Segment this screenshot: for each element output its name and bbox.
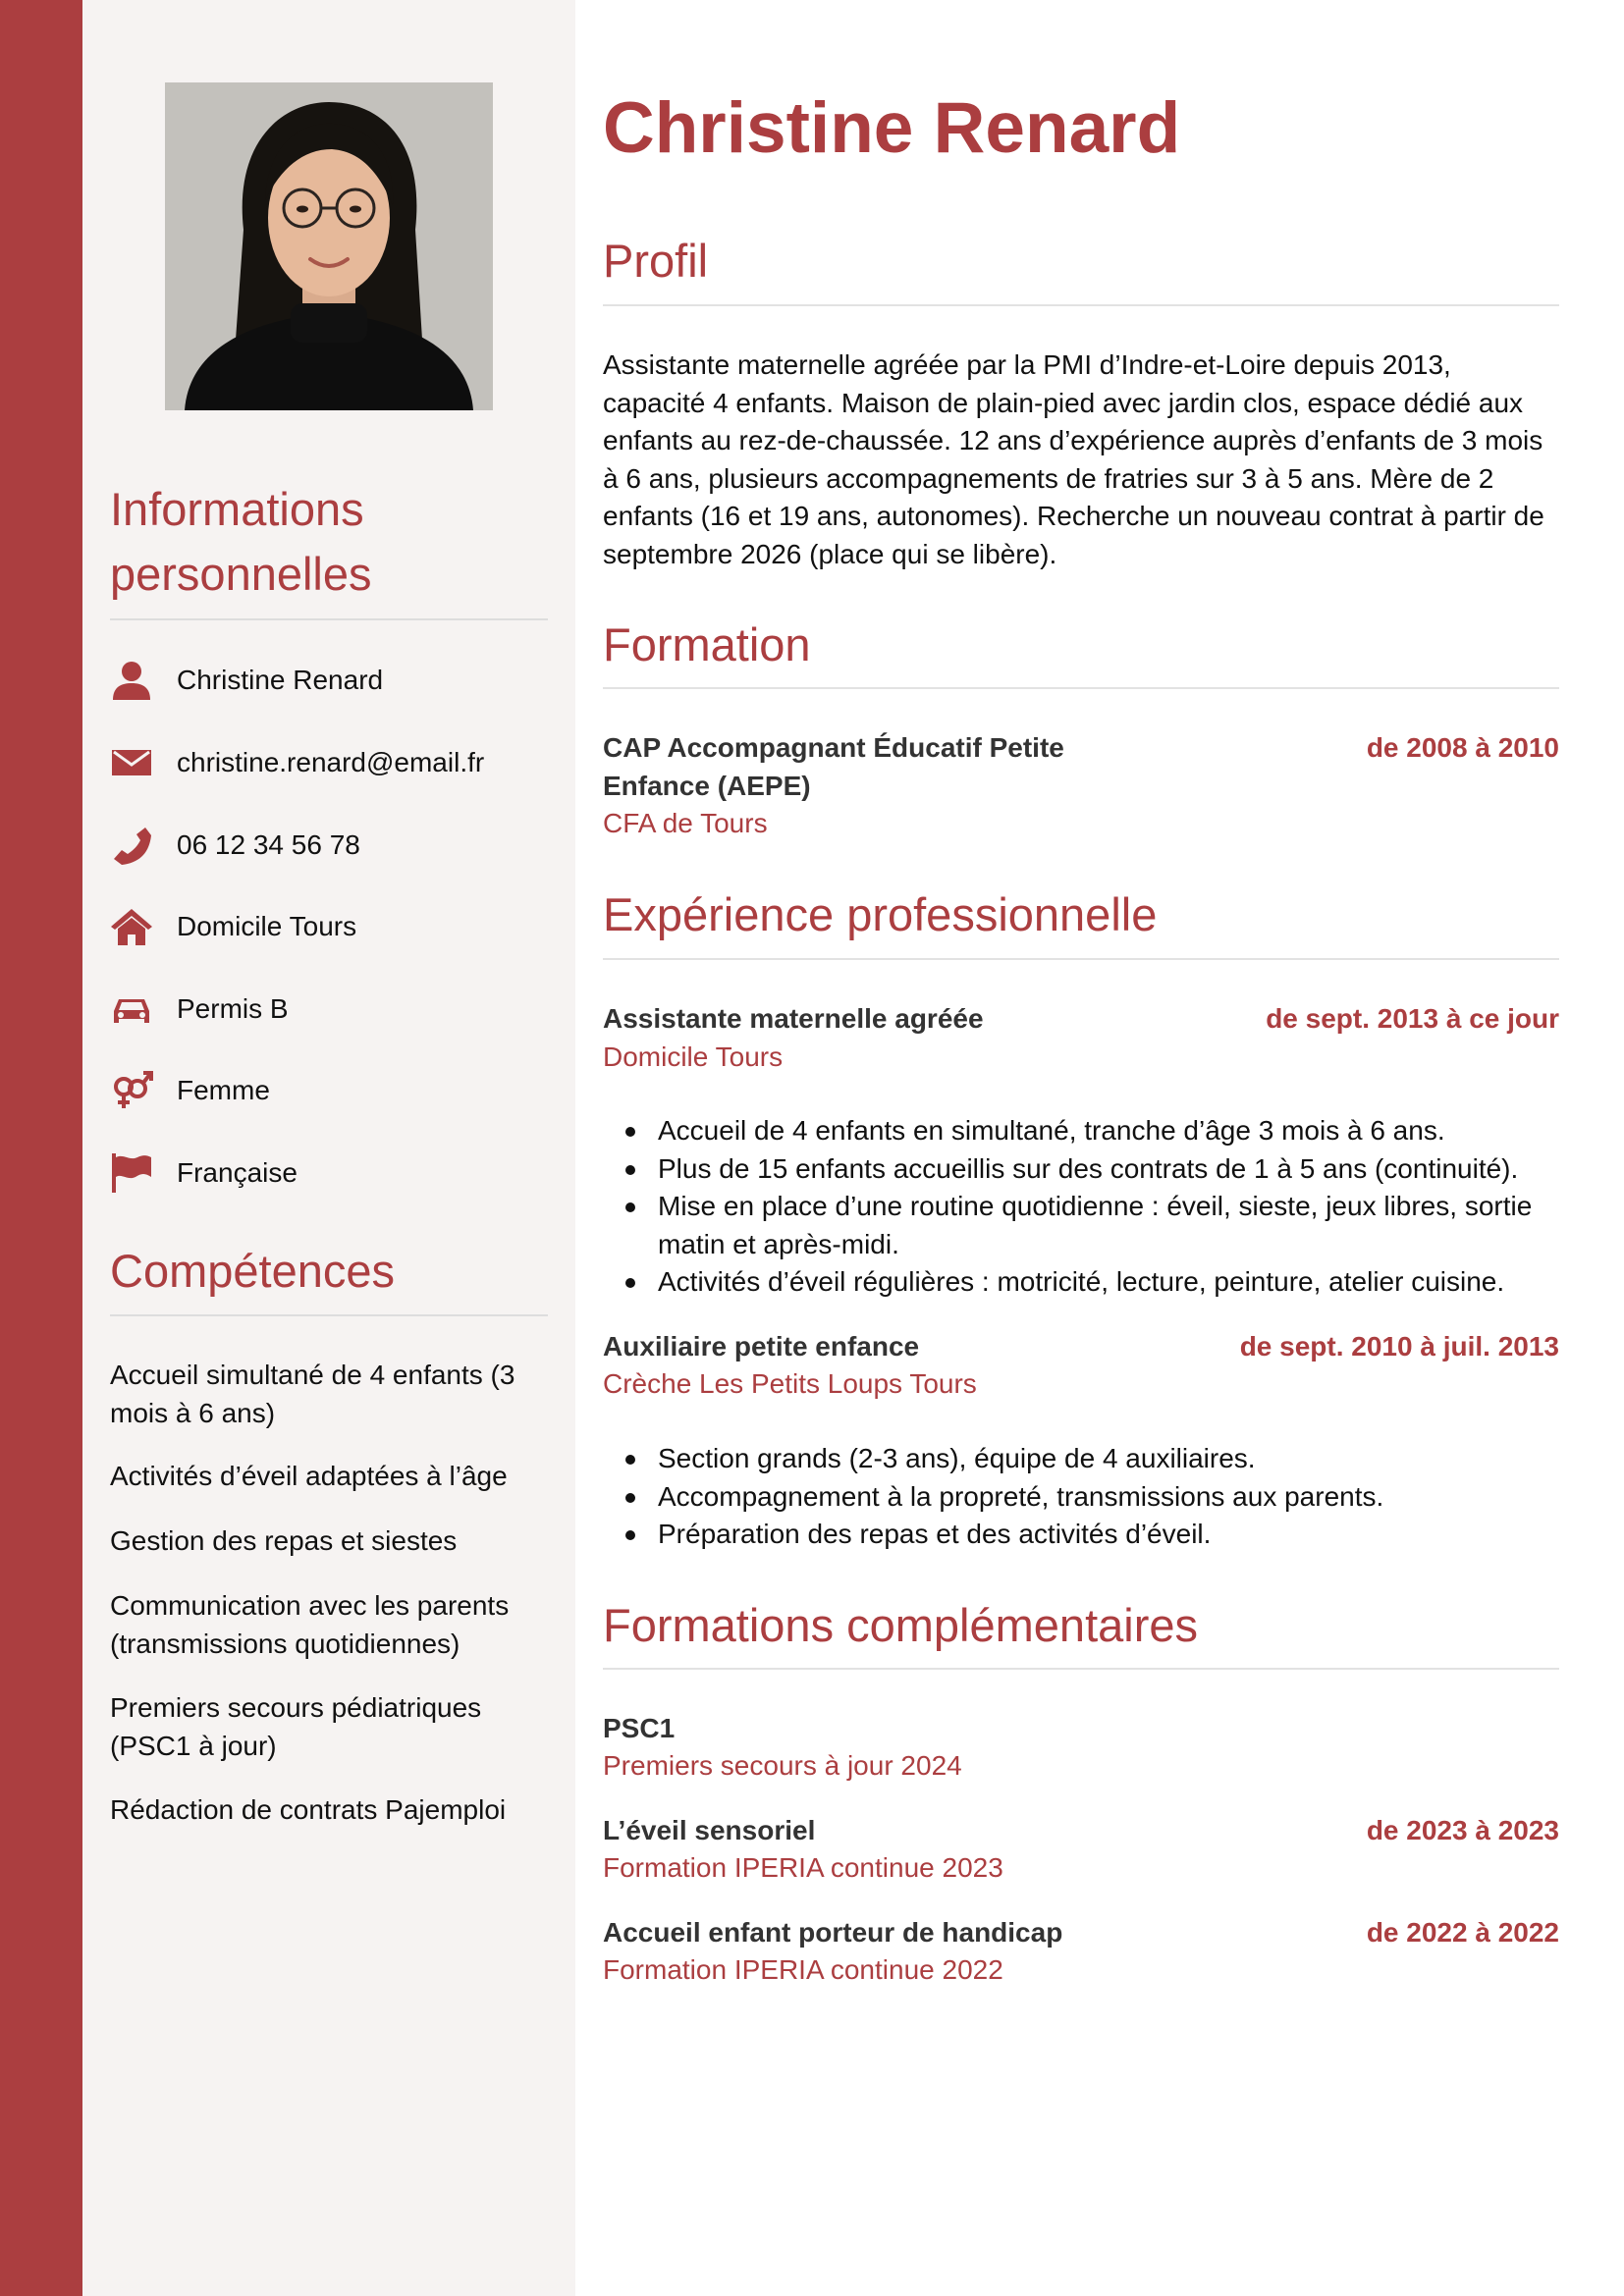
training-entry-date: de 2023 à 2023 (1366, 1815, 1559, 1845)
info-phone-text[interactable]: 06 12 34 56 78 (177, 829, 360, 860)
experience-bullets (603, 1112, 1559, 1302)
education-entry-place: CFA de Tours (603, 808, 768, 838)
info-gender-text: Femme (177, 1075, 270, 1105)
info-address (110, 903, 548, 950)
skill-item: Rédaction de contrats Pajemploi (110, 1794, 507, 1825)
accent-bar (0, 0, 82, 2296)
divider (603, 304, 1559, 306)
envelope-icon (110, 741, 155, 784)
user-icon (110, 659, 155, 702)
info-license (110, 986, 548, 1033)
bullet-item: Accompagnement à la propreté, transmissions aux parents. (603, 1478, 1559, 1517)
skill-item: Accueil simultané de 4 enfants (3 mois à 6 ans) (110, 1360, 515, 1428)
training-entry-title: L’éveil sensoriel (603, 1815, 816, 1845)
experience-title: Expérience professionnelle (603, 888, 1158, 940)
flag-icon (110, 1151, 155, 1195)
experience-entry-place: Domicile Tours (603, 1041, 784, 1072)
training-entry-title: Accueil enfant porteur de handicap (603, 1917, 1063, 1948)
training-entry-place: Formation IPERIA continue 2022 (603, 1954, 1003, 1985)
info-email-text[interactable]: christine.renard@email.fr (177, 747, 485, 777)
phone-icon (110, 824, 155, 867)
skill-item: Premiers secours pédiatriques (PSC1 à jour) (110, 1692, 482, 1761)
skill-item: Activités d’éveil adaptées à l’âge (110, 1461, 508, 1491)
bullet-item: Préparation des repas et des activités d’éveil. (603, 1516, 1559, 1554)
info-email (110, 739, 548, 786)
bullet-item: Activités d’éveil régulières : motricité, lecture, peinture, atelier cuisine. (603, 1263, 1559, 1302)
gender-icon (110, 1069, 155, 1112)
info-name (110, 657, 548, 704)
training-entry-place: Premiers secours à jour 2024 (603, 1750, 962, 1781)
info-license-text: Permis B (177, 993, 289, 1024)
bullet-item: Section grands (2-3 ans), équipe de 4 auxiliaires. (603, 1440, 1559, 1478)
skill-item: Communication avec les parents (transmissions quotidiennes) (110, 1590, 510, 1659)
experience-entry-title: Auxiliaire petite enfance (603, 1331, 920, 1362)
bullet-item: Accueil de 4 enfants en simultané, tranche d’âge 3 mois à 6 ans. (603, 1112, 1559, 1150)
bullet-item: Plus de 15 enfants accueillis sur des contrats de 1 à 5 ans (continuité). (603, 1150, 1559, 1189)
experience-entry-date: de sept. 2010 à juil. 2013 (1239, 1331, 1559, 1362)
experience-bullets (603, 1440, 1559, 1554)
divider (603, 687, 1559, 689)
skills-title: Compétences (110, 1245, 395, 1297)
divider (110, 1314, 548, 1316)
profile-photo (165, 82, 493, 410)
divider (603, 1668, 1559, 1670)
experience-entry-place: Crèche Les Petits Loups Tours (603, 1368, 977, 1399)
candidate-name: Christine Renard (603, 88, 1181, 168)
bullet-item: Mise en place d’une routine quotidienne : éveil, sieste, jeux libres, sortie matin et après-midi. (603, 1188, 1559, 1263)
divider (603, 958, 1559, 960)
personal-info-title: Informations personnelles (110, 483, 372, 600)
experience-entry-title: Assistante maternelle agréée (603, 1003, 984, 1034)
training-entry-place: Formation IPERIA continue 2023 (603, 1852, 1003, 1883)
skill-item: Gestion des repas et siestes (110, 1525, 458, 1556)
profile-title: Profil (603, 235, 709, 287)
info-nationality-text: Française (177, 1157, 298, 1188)
additional-training-title: Formations complémentaires (603, 1599, 1198, 1651)
training-entry-title: PSC1 (603, 1713, 676, 1743)
info-phone (110, 822, 548, 869)
info-gender (110, 1067, 548, 1114)
car-icon (110, 988, 155, 1031)
experience-entry-date: de sept. 2013 à ce jour (1266, 1003, 1559, 1034)
info-name-text: Christine Renard (177, 665, 384, 695)
home-icon (110, 905, 155, 948)
education-title: Formation (603, 618, 811, 670)
training-entry-date: de 2022 à 2022 (1366, 1917, 1559, 1948)
info-nationality (110, 1149, 548, 1197)
education-entry-title: CAP Accompagnant Éducatif Petite Enfance (AEPE) (603, 732, 1064, 801)
profile-text: Assistante maternelle agréée par la PMI d’Indre-et-Loire depuis 2013, capacité 4 enfants. Maison de plain-pied avec jardin clos, espace dédié aux enfants au rez-de-chaussée. 12 ans d’expérience auprès d’enfants de 3 mois à 6 ans, plusieurs accompagnements de fratries sur 3 à 5 ans. Mère de 2 enfants (16 et 19 ans, autonomes). Recherche un nouveau contrat à partir de septembre 2026 (place qui se libère). (603, 349, 1544, 569)
info-address-text: Domicile Tours (177, 911, 357, 941)
divider (110, 618, 548, 620)
education-entry-date: de 2008 à 2010 (1366, 732, 1559, 763)
